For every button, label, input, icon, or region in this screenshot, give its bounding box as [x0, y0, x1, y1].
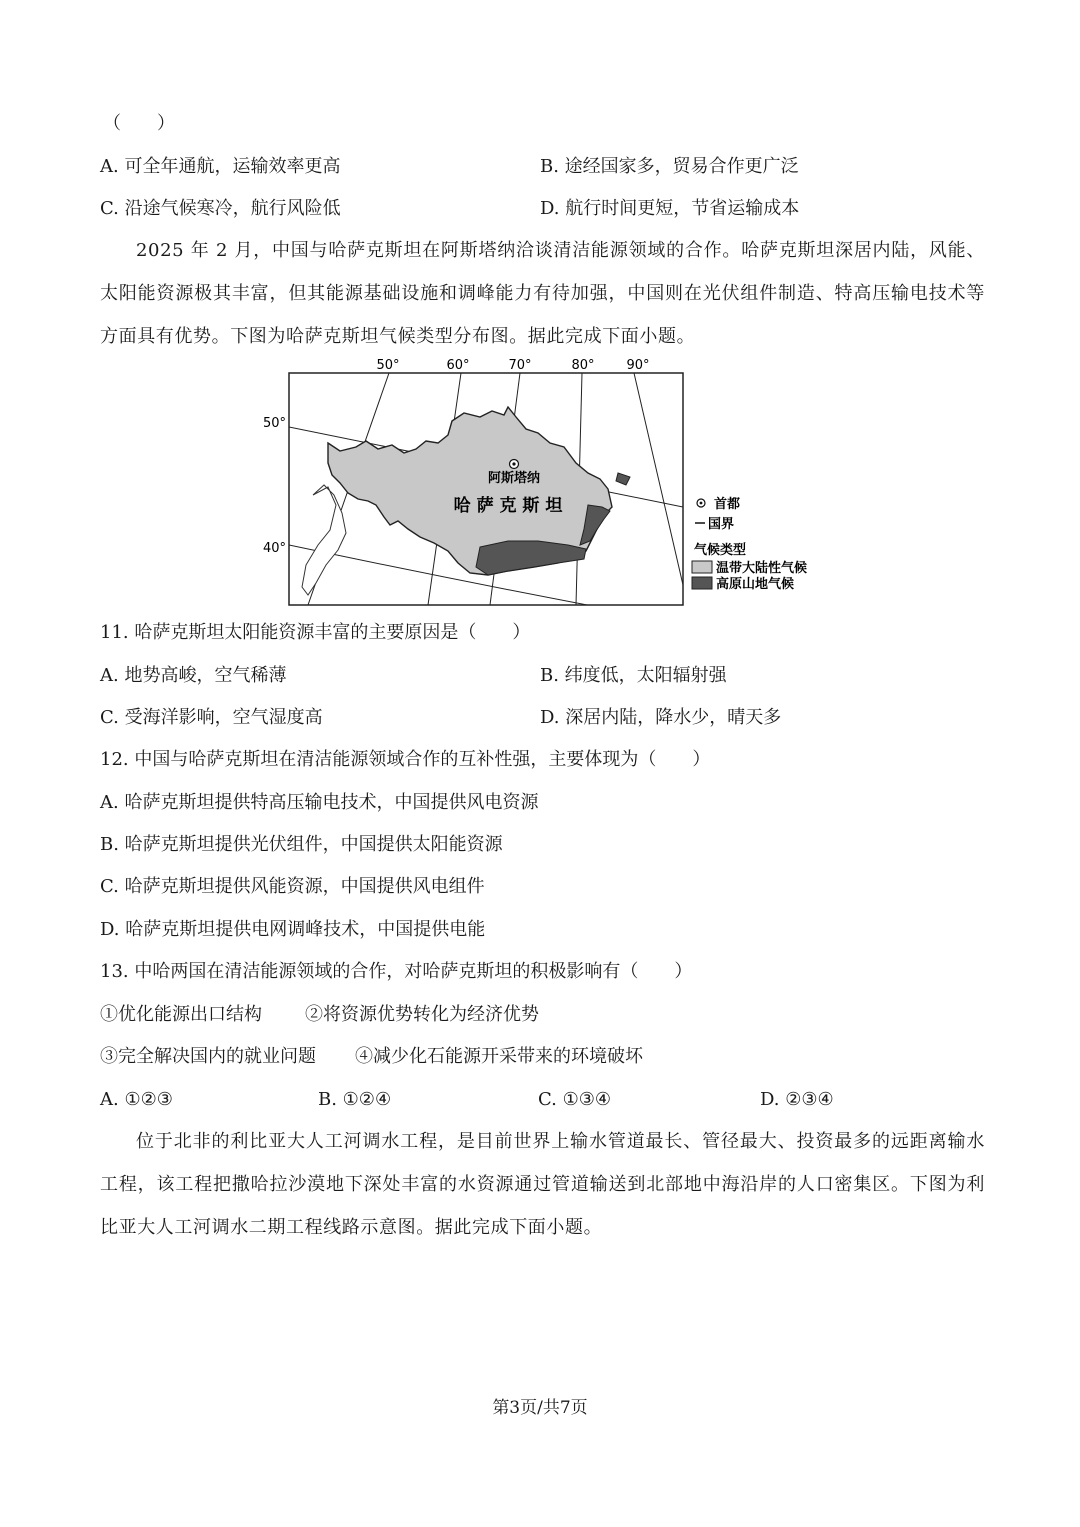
q11-option-b[interactable]: B. 纬度低，太阳辐射强 — [540, 665, 727, 686]
legend-highland: 高原山地气候 — [716, 577, 795, 592]
country-label: 哈 萨 克 斯 坦 — [453, 496, 563, 516]
q11-stem: 11. 哈萨克斯坦太阳能资源丰富的主要原因是（ ） — [100, 622, 531, 643]
q13-stem: 13. 中哈两国在清洁能源领域的合作，对哈萨克斯坦的积极影响有（ ） — [100, 961, 693, 982]
q10-option-d[interactable]: D. 航行时间更短，节省运输成本 — [540, 198, 800, 219]
q10-option-b[interactable]: B. 途经国家多，贸易合作更广泛 — [540, 156, 799, 177]
lat-label-40: 40° — [262, 541, 286, 556]
q13-statement-1: ①优化能源出口结构 — [100, 1004, 262, 1025]
lat-label-50: 50° — [262, 416, 286, 431]
legend-border: 国界 — [708, 517, 735, 532]
lon-label-50: 50° — [376, 358, 400, 373]
legend-temperate: 温带大陆性气候 — [716, 561, 808, 576]
q10-option-a[interactable]: A. 可全年通航，运输效率更高 — [100, 156, 341, 177]
page-number: 第3页/共7页 — [492, 1398, 588, 1418]
passage-kazakhstan: 2025 年 2 月，中国与哈萨克斯坦在阿斯塔纳洽谈清洁能源领域的合作。哈萨克斯坦深居内陆，风能、太阳能资源极其丰富，但其能源基础设施和调峰能力有待加强，中国则在光伏组件制造、特高压输电技术等方面具有优势。下图为哈萨克斯坦气候类型分布图。据此完成下面小题。 — [100, 240, 985, 347]
q13-option-a[interactable]: A. ①②③ — [100, 1089, 173, 1110]
q11-option-c[interactable]: C. 受海洋影响，空气湿度高 — [100, 707, 323, 728]
legend-capital: 首都 — [714, 497, 741, 512]
q12-stem: 12. 中国与哈萨克斯坦在清洁能源领域合作的互补性强，主要体现为（ ） — [100, 749, 711, 770]
q12-option-a[interactable]: A. 哈萨克斯坦提供特高压输电技术，中国提供风电资源 — [100, 792, 539, 813]
lon-label-90: 90° — [626, 358, 650, 373]
answer-blank: （ ） — [103, 113, 175, 134]
passage-libya: 位于北非的利比亚大人工河调水工程，是目前世界上输水管道最长、管径最大、投资最多的远距离输水工程，该工程把撒哈拉沙漠地下深处丰富的水资源通过管道输送到北部地中海沿岸的人口密集区。下图为利比亚大人工河调水二期工程线路示意图。据此完成下面小题。 — [100, 1131, 985, 1238]
q13-option-d[interactable]: D. ②③④ — [760, 1089, 834, 1110]
q12-option-c[interactable]: C. 哈萨克斯坦提供风能资源，中国提供风电组件 — [100, 876, 485, 897]
q13-statement-2: ②将资源优势转化为经济优势 — [305, 1004, 539, 1025]
q12-option-b[interactable]: B. 哈萨克斯坦提供光伏组件，中国提供太阳能资源 — [100, 834, 503, 855]
lon-label-60: 60° — [446, 358, 470, 373]
legend-highland-swatch — [692, 577, 712, 589]
q13-statement-4: ④减少化石能源开采带来的环境破坏 — [355, 1046, 643, 1067]
lon-label-70: 70° — [508, 358, 532, 373]
capital-label: 阿斯塔纳 — [487, 471, 541, 486]
q11-option-d[interactable]: D. 深居内陆，降水少，晴天多 — [540, 707, 782, 728]
legend-temperate-swatch — [692, 561, 712, 573]
q13-statement-3: ③完全解决国内的就业问题 — [100, 1046, 316, 1067]
q12-option-d[interactable]: D. 哈萨克斯坦提供电网调峰技术，中国提供电能 — [100, 919, 486, 940]
q10-option-c[interactable]: C. 沿途气候寒冷，航行风险低 — [100, 198, 341, 219]
kazakhstan-climate-map — [258, 355, 838, 615]
q11-option-a[interactable]: A. 地势高峻，空气稀薄 — [100, 665, 287, 686]
legend-title: 气候类型 — [694, 543, 747, 558]
q13-option-b[interactable]: B. ①②④ — [318, 1089, 392, 1110]
q13-option-c[interactable]: C. ①③④ — [538, 1089, 611, 1110]
lon-label-80: 80° — [571, 358, 595, 373]
